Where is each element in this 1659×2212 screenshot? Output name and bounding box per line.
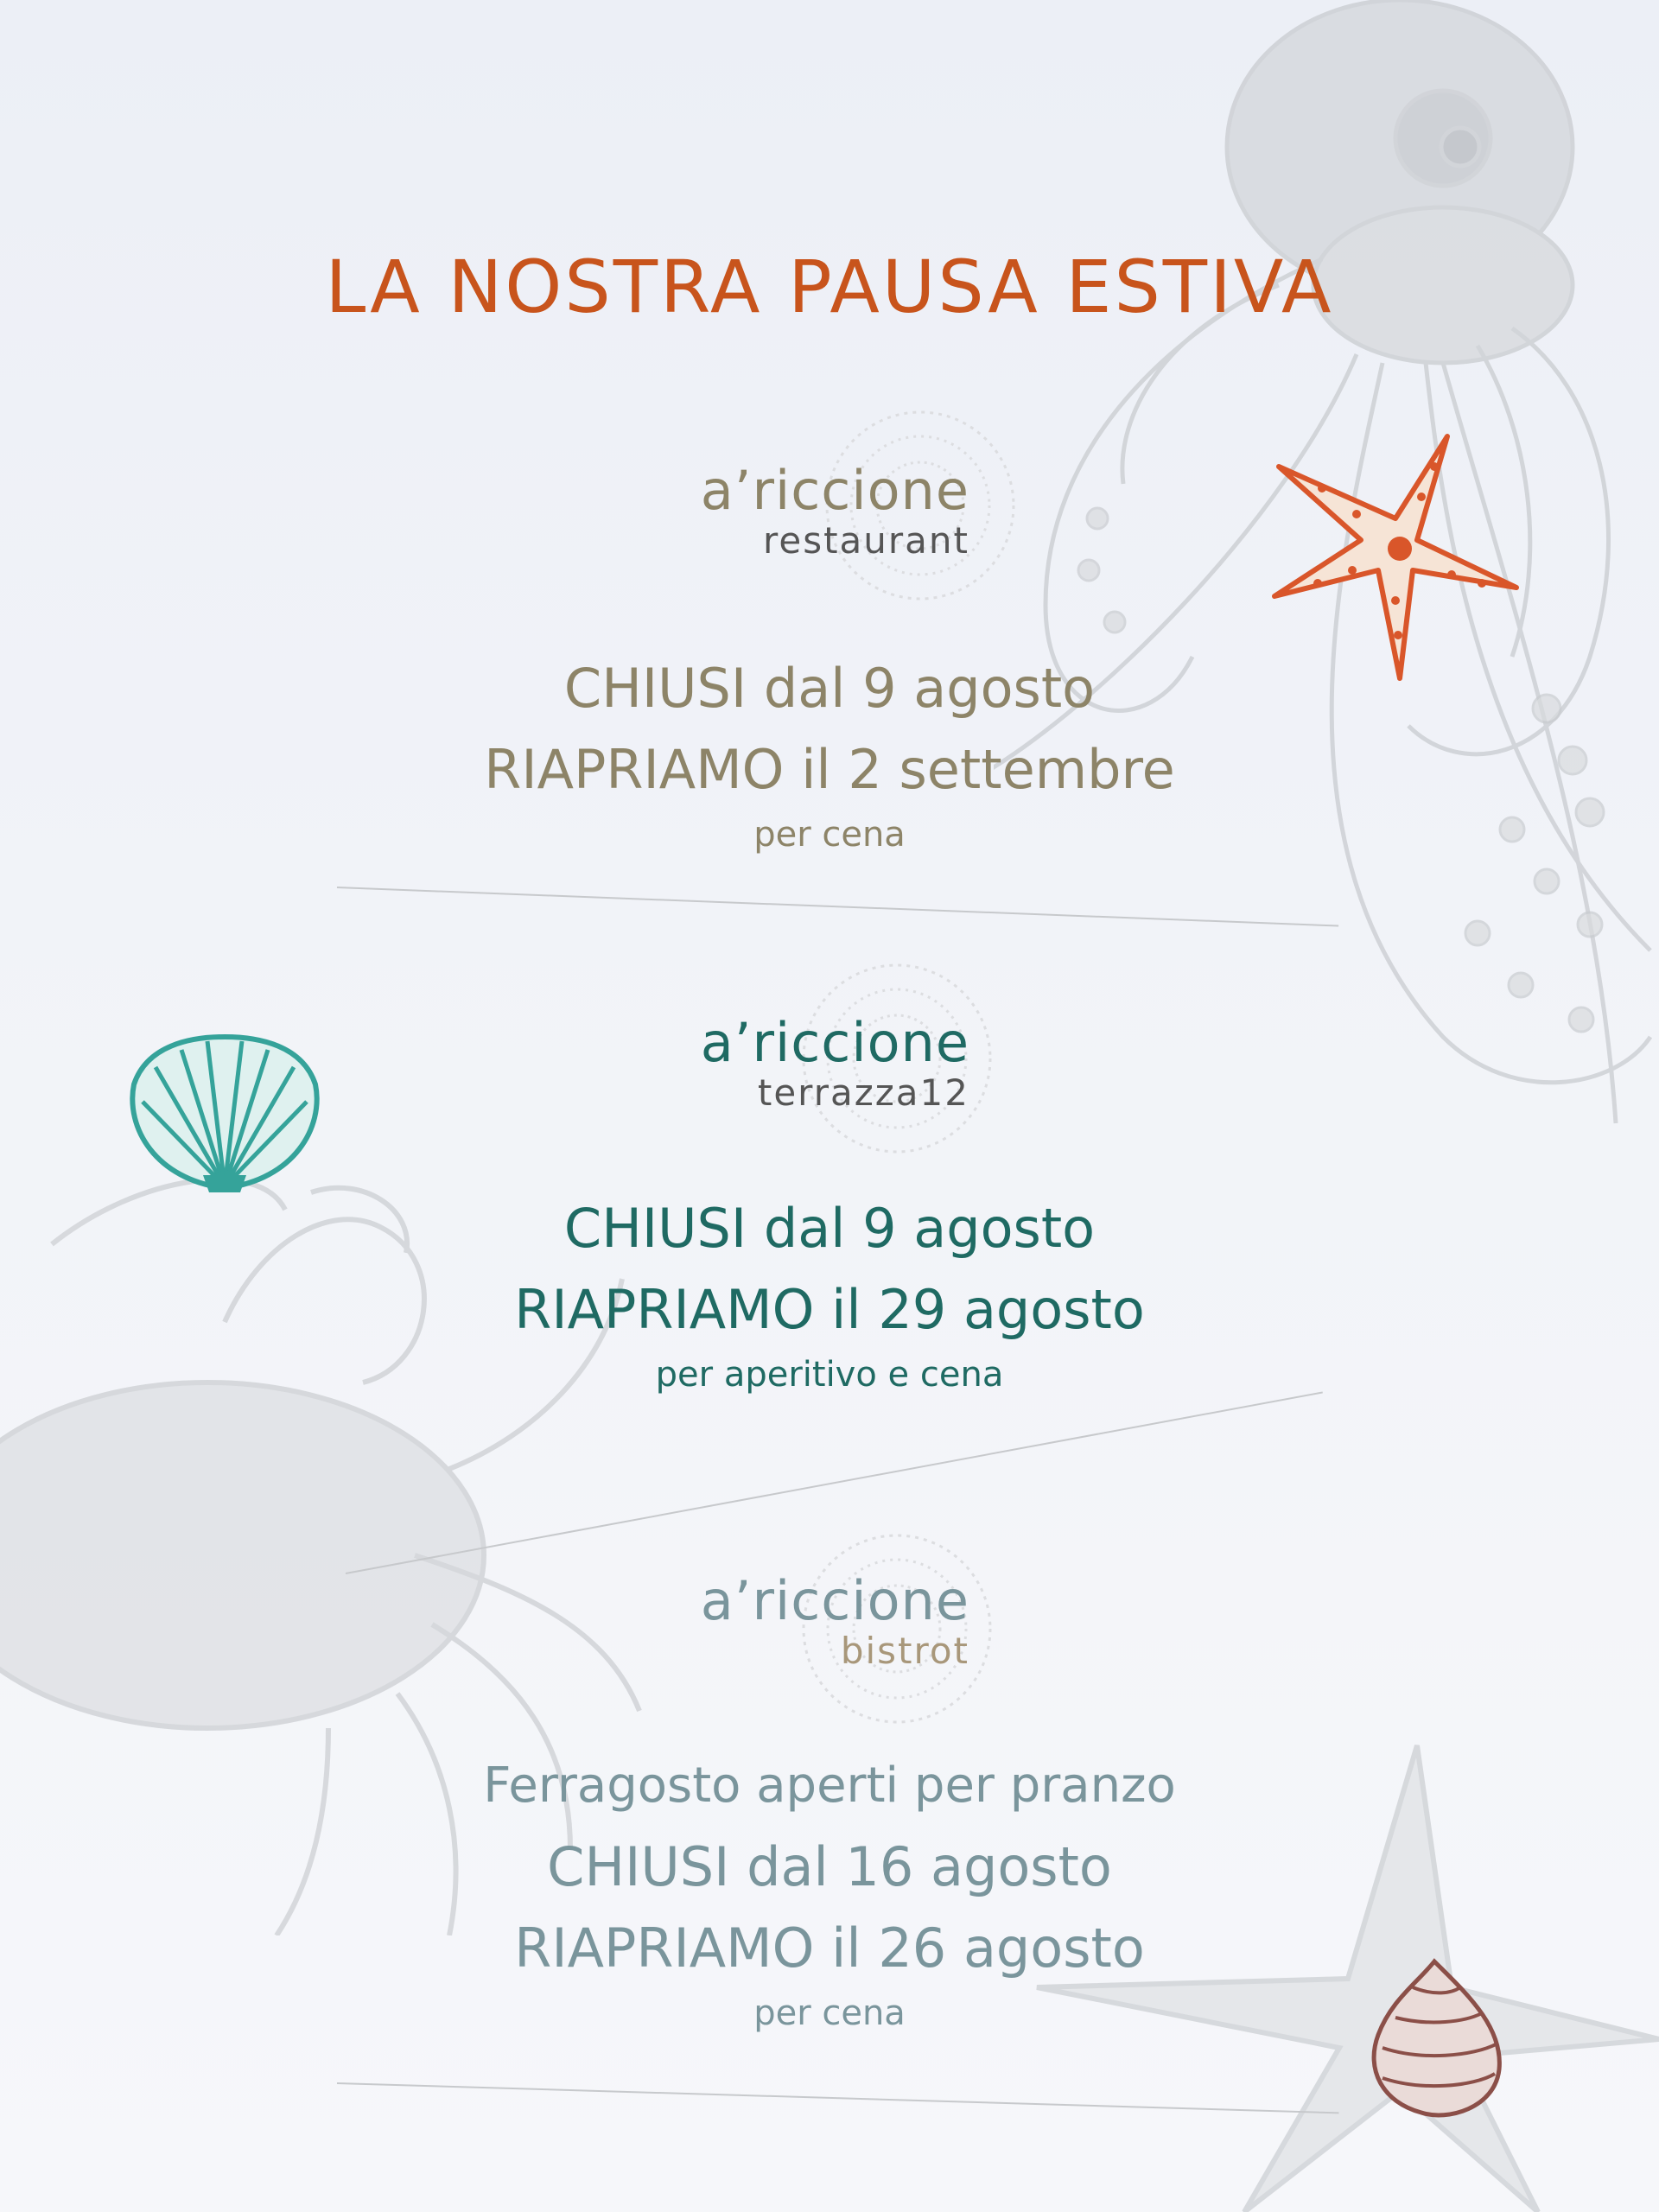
closing-line: CHIUSI dal 9 agosto: [563, 1197, 1096, 1260]
venue-subtitle: terrazza12: [757, 1071, 969, 1114]
venue-brand-name: a’riccione: [700, 459, 969, 522]
venue-logo-restaurant: [701, 461, 969, 561]
service-note: per cena: [753, 1993, 906, 2033]
venue-subtitle: bistrot: [840, 1630, 969, 1672]
reopening-line: RIAPRIAMO il 29 agosto: [514, 1278, 1145, 1341]
scallop-shell-illustration: [121, 1033, 328, 1192]
service-note: per aperitivo e cena: [655, 1355, 1004, 1395]
service-note: per cena: [753, 815, 906, 855]
venue-brand-name: a’riccione: [700, 1569, 969, 1632]
venue-schedule-restaurant: [0, 648, 1659, 859]
venue-schedule-bistrot: [0, 1745, 1659, 2037]
closing-line: CHIUSI dal 16 agosto: [547, 1835, 1112, 1898]
reopening-line: RIAPRIAMO il 2 settembre: [484, 738, 1175, 801]
ferragosto-line: Ferragosto aperti per pranzo: [483, 1758, 1176, 1814]
venue-brand-name: a’riccione: [700, 1011, 969, 1074]
reopening-line: RIAPRIAMO il 26 agosto: [514, 1916, 1145, 1980]
closing-line: CHIUSI dal 9 agosto: [563, 657, 1096, 720]
venue-logo-bistrot: [701, 1571, 969, 1671]
page-title: LA NOSTRA PAUSA ESTIVA: [325, 245, 1334, 329]
venue-schedule-terrazza12: [0, 1188, 1659, 1399]
venue-subtitle: restaurant: [763, 519, 969, 562]
venue-logo-terrazza12: [701, 1013, 969, 1113]
